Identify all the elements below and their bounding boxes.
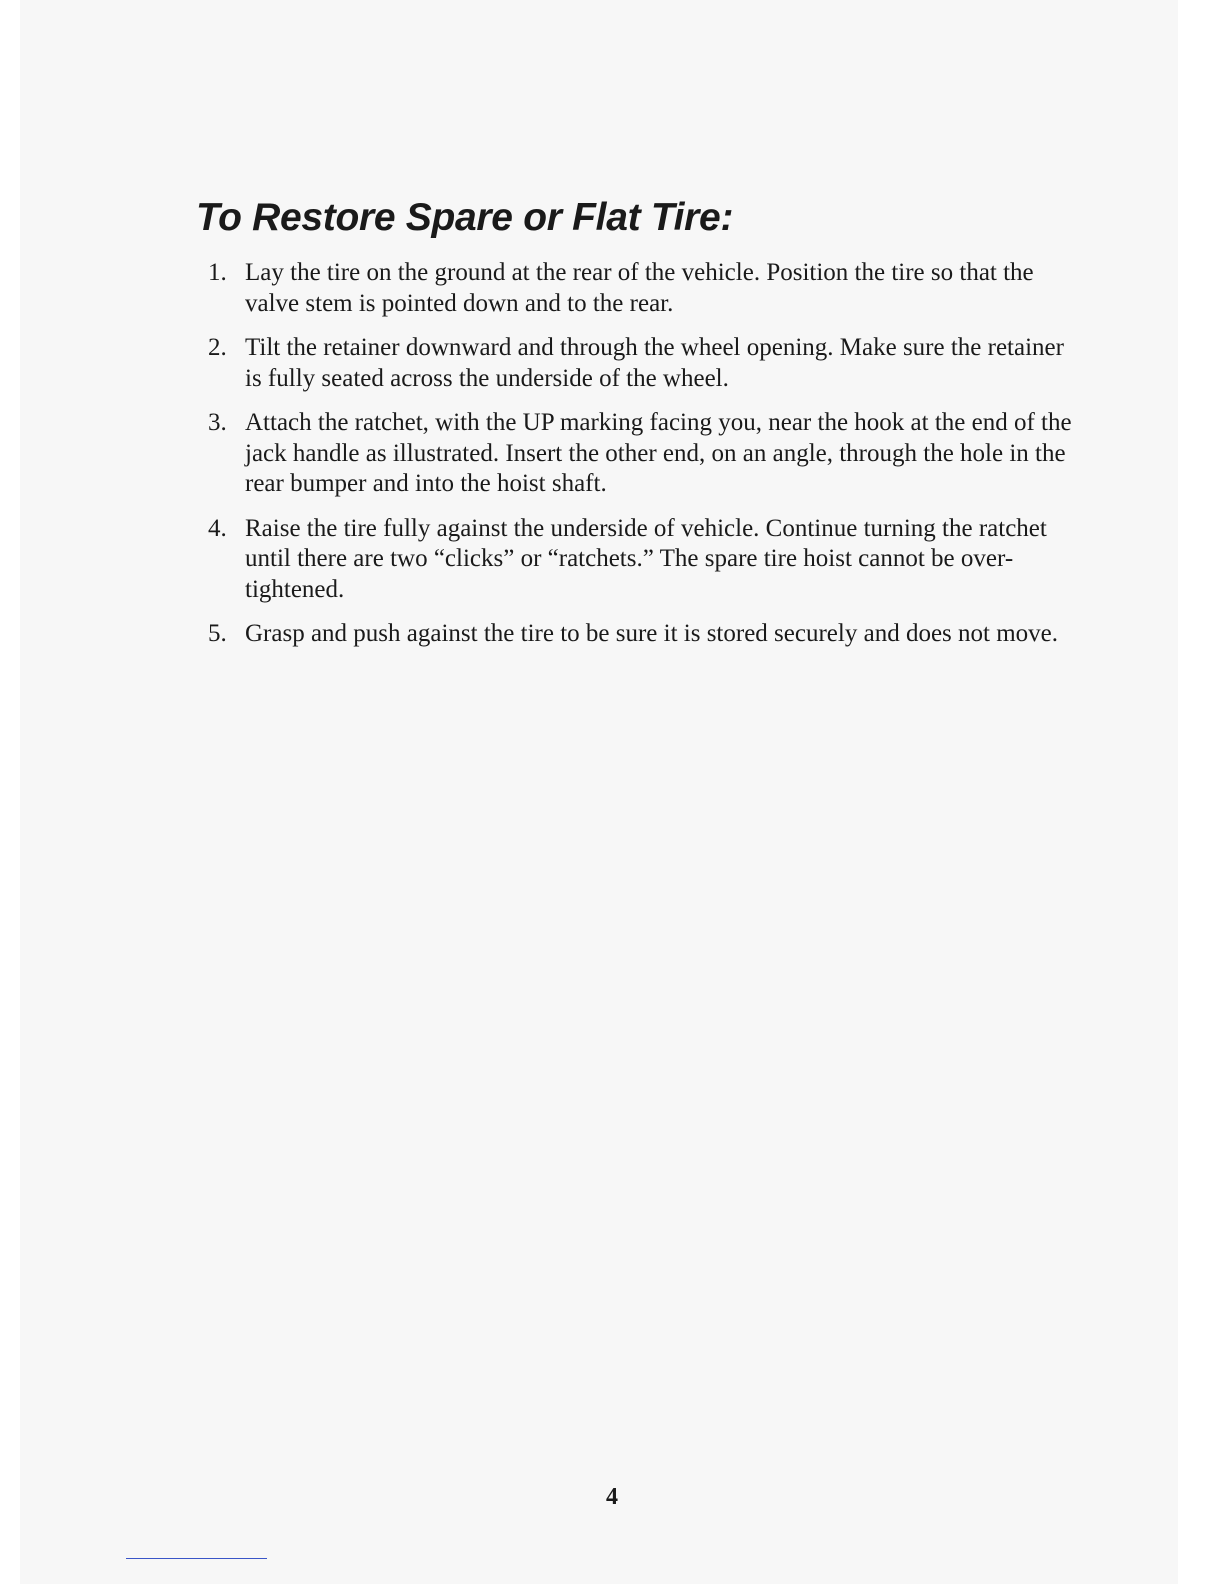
page-number: 4 (606, 1484, 618, 1510)
step-item (208, 514, 1078, 606)
step-text: Lay the tire on the ground at the rear of the vehicle. Position the tire so that the valve stem is pointed down and to the rear. (245, 259, 1034, 317)
step-text: Raise the tire fully against the underside of vehicle. Continue turning the ratchet until there are two “clicks” or “ratchets.” The spare tire hoist cannot be over-tightened. (245, 514, 1047, 603)
step-item (208, 619, 1078, 650)
step-number: 1. (208, 259, 227, 286)
step-item (208, 258, 1078, 319)
step-text: Grasp and push against the tire to be sure it is stored securely and does not move. (245, 620, 1059, 647)
section-heading: To Restore Spare or Flat Tire: (196, 196, 734, 239)
step-item (208, 333, 1078, 394)
step-number: 5. (208, 620, 227, 647)
step-text: Attach the ratchet, with the UP marking facing you, near the hook at the end of the jack handle as illustrated. Insert the other end, on an angle, through the hole in the rear bumper and into the hoist shaft. (245, 409, 1072, 497)
instruction-steps (208, 258, 1078, 664)
step-item (208, 408, 1078, 500)
footer-rule (126, 1558, 267, 1559)
step-number: 4. (208, 514, 227, 542)
step-number: 3. (208, 409, 227, 436)
step-text: Tilt the retainer downward and through the wheel opening. Make sure the retainer is fully seated across the underside of the wheel. (245, 334, 1064, 392)
step-number: 2. (208, 334, 227, 361)
